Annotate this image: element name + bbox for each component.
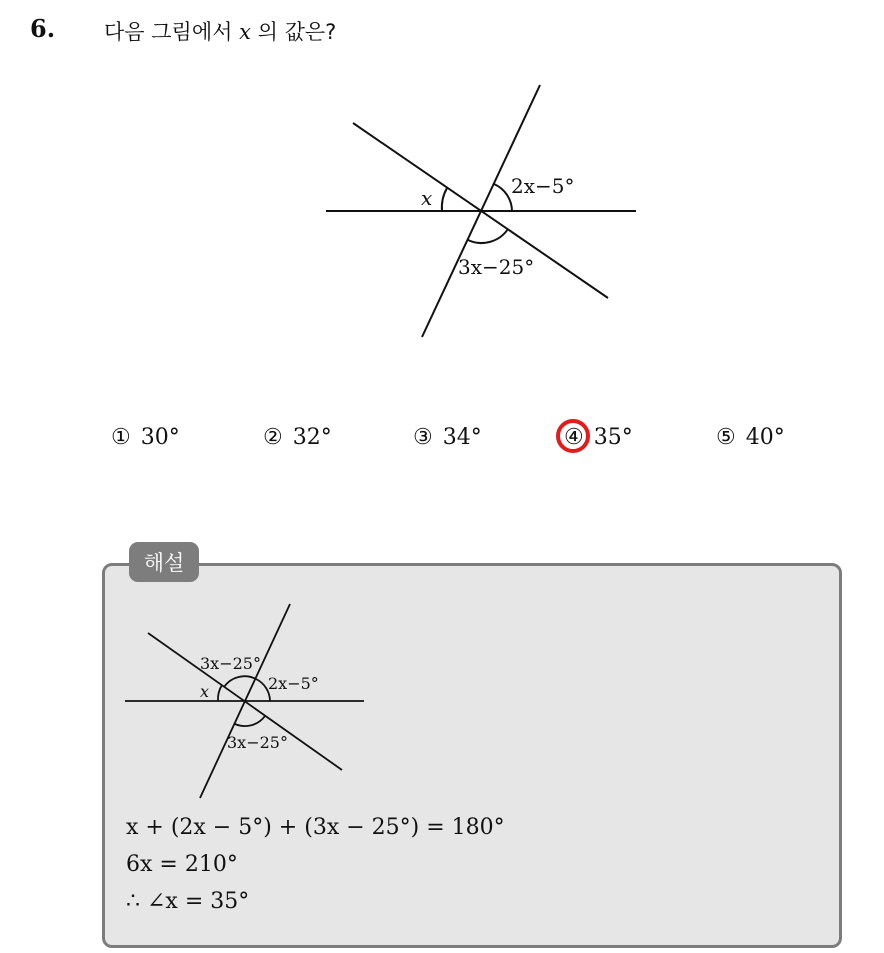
choice-value: 32°: [292, 425, 332, 450]
choice-5[interactable]: [716, 425, 785, 450]
solution-equation-1: x + (2x − 5°) + (3x − 25°) = 180°: [126, 815, 505, 840]
angle-arc-bottom: [468, 229, 508, 243]
solution-label-bottom: 3x−25°: [227, 733, 288, 752]
choice-3[interactable]: [413, 425, 482, 450]
label-x: x: [421, 186, 433, 210]
choice-mark: ①: [111, 425, 131, 450]
choice-mark: ④: [564, 425, 584, 450]
choice-value: 34°: [442, 425, 482, 450]
solution-tab: 해설: [129, 542, 199, 582]
steep-line: [422, 85, 540, 337]
choice-value: 35°: [593, 425, 633, 450]
choice-value: 40°: [745, 425, 785, 450]
choice-4[interactable]: [564, 425, 633, 450]
question-text-before: 다음 그림에서: [104, 20, 233, 44]
solution-label-x: x: [200, 682, 210, 701]
angle-arc-x: [442, 188, 447, 211]
solution-equation-2: 6x = 210°: [126, 852, 238, 877]
solution-label-right: 2x−5°: [268, 674, 319, 693]
answer-choices: [0, 425, 884, 465]
choice-mark: ②: [263, 425, 283, 450]
solution-label-top: 3x−25°: [200, 654, 261, 673]
choice-2[interactable]: [263, 425, 332, 450]
question-text: [104, 16, 336, 46]
question-variable: x: [239, 20, 251, 44]
question-number: 6.: [30, 14, 56, 43]
label-bottom: 3x−25°: [458, 255, 535, 279]
choice-1[interactable]: [111, 425, 180, 450]
angle-arc-top-right: [494, 184, 512, 211]
solution-equation-3: ∴ ∠x = 35°: [126, 889, 250, 914]
choice-mark: ③: [413, 425, 433, 450]
question-text-after: 의 값은?: [257, 20, 337, 44]
diagonal-line: [353, 123, 608, 298]
choice-value: 30°: [140, 425, 180, 450]
choice-mark: ⑤: [716, 425, 736, 450]
label-top-right: 2x−5°: [511, 174, 575, 198]
